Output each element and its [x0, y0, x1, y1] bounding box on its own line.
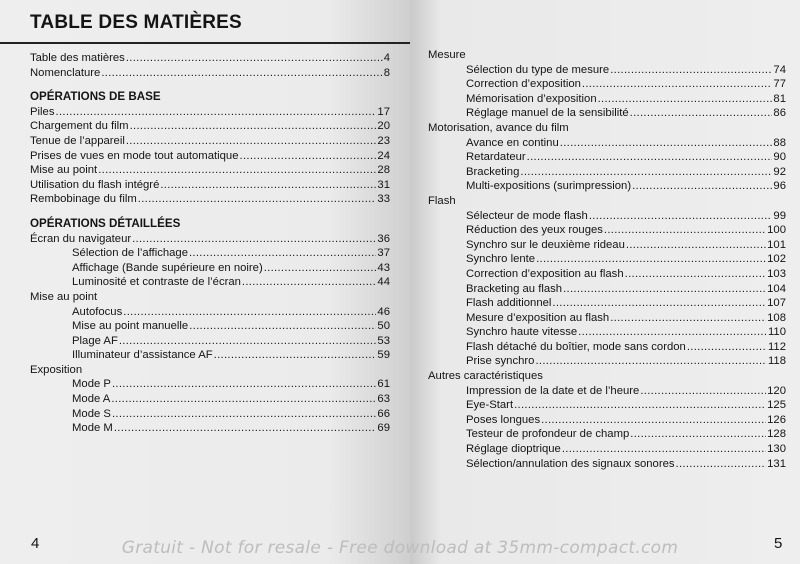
- toc-page-number: 28: [377, 164, 390, 177]
- toc-entry: [428, 296, 786, 311]
- toc-page-number: 31: [377, 178, 390, 191]
- toc-entry: [428, 311, 786, 326]
- toc-dot-leader: [552, 296, 766, 311]
- toc-dot-leader: [264, 261, 377, 276]
- toc-dot-leader: [610, 63, 772, 78]
- toc-entry: [428, 267, 786, 282]
- toc-entry-title: Testeur de profondeur de champ: [466, 428, 630, 441]
- toc-entry-title: Mise au point: [30, 290, 98, 303]
- toc-entry: [30, 51, 390, 66]
- toc-page-number: 74: [773, 63, 786, 76]
- toc-entry-title: Écran du navigateur: [30, 232, 132, 245]
- toc-list-left: [30, 51, 390, 436]
- toc-entry-title: Luminosité et contraste de l’écran: [72, 276, 241, 289]
- toc-dot-leader: [112, 377, 376, 392]
- toc-page-number: 50: [377, 320, 390, 333]
- toc-dot-leader: [630, 427, 766, 442]
- toc-dot-leader: [563, 282, 766, 297]
- toc-entry: [30, 305, 390, 320]
- toc-entry-title: Avance en continu: [466, 136, 559, 149]
- toc-page-number: 66: [377, 407, 390, 420]
- toc-page-number: 128: [767, 428, 786, 441]
- toc-dot-leader: [132, 232, 376, 247]
- toc-entry-title: Sélection du type de mesure: [466, 63, 610, 76]
- toc-entry: [428, 413, 786, 428]
- toc-page-number: 77: [773, 78, 786, 91]
- toc-entry: [428, 92, 786, 107]
- toc-entry-title: Mise au point manuelle: [72, 320, 189, 333]
- toc-dot-leader: [138, 192, 377, 207]
- toc-dot-leader: [625, 267, 767, 282]
- toc-entry: [30, 377, 390, 392]
- toc-entry: [30, 275, 390, 290]
- toc-dot-leader: [56, 105, 377, 120]
- toc-page-number: 4: [383, 52, 390, 64]
- toc-entry-title: Retardateur: [466, 151, 526, 164]
- toc-page-number: 110: [767, 326, 786, 339]
- toc-entry-title: Sélection de l’affichage: [72, 247, 188, 260]
- toc-dot-leader: [578, 325, 767, 340]
- toc-dot-leader: [687, 340, 767, 355]
- toc-dot-leader: [640, 384, 766, 399]
- toc-dot-leader: [189, 319, 376, 334]
- toc-page-number: 104: [767, 282, 786, 295]
- toc-entry: [428, 150, 786, 165]
- toc-entry-title: Flash: [428, 194, 456, 207]
- toc-dot-leader: [562, 442, 766, 457]
- toc-dot-leader: [598, 92, 773, 107]
- toc-entry-title: Synchro lente: [466, 253, 536, 266]
- toc-entry: [428, 252, 786, 267]
- toc-page-number: 112: [767, 340, 786, 353]
- toc-entry-title: Mode S: [72, 407, 111, 420]
- toc-dot-leader: [114, 421, 377, 436]
- toc-dot-leader: [214, 348, 377, 363]
- toc-dot-leader: [535, 354, 767, 369]
- toc-entry: [428, 282, 786, 297]
- toc-page-number: 36: [377, 232, 390, 245]
- toc-entry: [30, 149, 390, 164]
- toc-entry: [30, 407, 390, 422]
- toc-entry: [30, 246, 390, 261]
- toc-group-heading: [30, 290, 390, 305]
- toc-page-number: 23: [377, 134, 390, 147]
- right-page: [410, 0, 800, 564]
- toc-entry-title: Prise synchro: [466, 355, 535, 368]
- toc-dot-leader: [582, 77, 773, 92]
- toc-entry: [30, 421, 390, 436]
- toc-entry: [428, 136, 786, 151]
- toc-dot-leader: [126, 51, 383, 66]
- toc-entry-title: Sélection/annulation des signaux sonores: [466, 457, 675, 470]
- toc-dot-leader: [541, 413, 766, 428]
- toc-entry-title: Réduction des yeux rouges: [466, 224, 603, 237]
- toc-page-number: 33: [377, 193, 390, 206]
- toc-entry-title: Plage AF: [72, 334, 118, 347]
- toc-entry: [428, 77, 786, 92]
- toc-dot-leader: [560, 136, 773, 151]
- toc-entry: [30, 163, 390, 178]
- toc-page-number: 44: [377, 276, 390, 289]
- toc-section-heading: [30, 90, 390, 105]
- toc-entry-title: OPÉRATIONS DE BASE: [30, 90, 161, 104]
- toc-page-number: 24: [377, 149, 390, 162]
- toc-entry: [428, 384, 786, 399]
- toc-entry-title: Mesure d’exposition au flash: [466, 311, 610, 324]
- toc-entry-title: Mode A: [72, 393, 111, 406]
- toc-entry: [30, 66, 390, 81]
- toc-dot-leader: [123, 305, 376, 320]
- toc-entry: [30, 192, 390, 207]
- toc-entry-title: Motorisation, avance du film: [428, 121, 569, 134]
- toc-entry-title: Table des matières: [30, 52, 125, 64]
- toc-entry-title: Flash détaché du boîtier, mode sans cordon: [466, 340, 686, 353]
- toc-section-heading: [30, 217, 390, 232]
- toc-page-number: 108: [767, 311, 786, 324]
- toc-dot-leader: [112, 407, 376, 422]
- page-title: TABLE DES MATIÈRES: [30, 12, 242, 33]
- toc-page-number: 20: [377, 120, 390, 133]
- toc-entry-title: Prises de vues en mode tout automatique: [30, 149, 239, 162]
- toc-page-number: 86: [773, 107, 786, 120]
- toc-group-heading: [428, 121, 786, 136]
- toc-entry-title: Autres caractéristiques: [428, 370, 543, 383]
- toc-group-heading: [428, 369, 786, 384]
- toc-entry: [30, 119, 390, 134]
- toc-entry: [428, 223, 786, 238]
- toc-dot-leader: [242, 275, 377, 290]
- toc-entry-title: OPÉRATIONS DÉTAILLÉES: [30, 216, 181, 230]
- toc-entry: [428, 354, 786, 369]
- toc-entry: [428, 427, 786, 442]
- toc-entry-title: Synchro haute vitesse: [466, 326, 578, 339]
- toc-page-number: 99: [773, 209, 786, 222]
- toc-dot-leader: [126, 134, 377, 149]
- toc-entry: [428, 165, 786, 180]
- page-number-right: 5: [774, 535, 783, 552]
- toc-page-number: 92: [773, 165, 786, 178]
- toc-entry-title: Multi-expositions (surimpression): [466, 180, 632, 193]
- toc-entry: [428, 325, 786, 340]
- toc-dot-leader: [527, 150, 773, 165]
- toc-entry-title: Affichage (Bande supérieure en noire): [72, 261, 263, 274]
- toc-dot-leader: [536, 252, 766, 267]
- toc-entry-title: Rembobinage du film: [30, 193, 137, 206]
- toc-dot-leader: [632, 179, 772, 194]
- toc-dot-leader: [604, 223, 766, 238]
- toc-entry-title: Sélecteur de mode flash: [466, 209, 588, 222]
- toc-page-number: 100: [767, 224, 786, 237]
- toc-entry: [30, 232, 390, 247]
- toc-entry-title: Bracketing: [466, 165, 520, 178]
- toc-entry: [428, 106, 786, 121]
- toc-spacer: [30, 80, 390, 90]
- toc-entry: [30, 134, 390, 149]
- toc-entry-title: Mode M: [72, 422, 113, 435]
- toc-entry: [428, 457, 786, 472]
- toc-dot-leader: [610, 311, 766, 326]
- toc-entry-title: Synchro sur le deuxième rideau: [466, 238, 625, 251]
- toc-dot-leader: [160, 178, 376, 193]
- toc-dot-leader: [514, 398, 766, 413]
- toc-dot-leader: [626, 238, 766, 253]
- toc-page-number: 81: [773, 92, 786, 105]
- toc-page-number: 126: [767, 413, 786, 426]
- toc-entry: [30, 319, 390, 334]
- toc-entry-title: Correction d’exposition: [466, 78, 581, 91]
- toc-page-number: 125: [767, 399, 786, 412]
- toc-dot-leader: [589, 209, 773, 224]
- toc-page-number: 37: [377, 247, 390, 260]
- toc-entry: [30, 261, 390, 276]
- toc-entry: [428, 238, 786, 253]
- toc-dot-leader: [130, 119, 377, 134]
- toc-entry-title: Flash additionnel: [466, 297, 552, 310]
- toc-group-heading: [428, 48, 786, 63]
- toc-entry-title: Exposition: [30, 363, 83, 376]
- toc-group-heading: [428, 194, 786, 209]
- toc-entry-title: Poses longues: [466, 413, 541, 426]
- toc-page-number: 96: [773, 180, 786, 193]
- toc-entry-title: Mise au point: [30, 164, 98, 177]
- title-rule: [0, 42, 410, 44]
- toc-entry-title: Mesure: [428, 49, 466, 61]
- toc-page-number: 63: [377, 393, 390, 406]
- toc-entry-title: Réglage dioptrique: [466, 443, 561, 456]
- toc-entry-title: Mode P: [72, 378, 111, 391]
- toc-spacer: [30, 207, 390, 217]
- toc-group-heading: [30, 363, 390, 378]
- toc-list-right: [428, 48, 786, 471]
- toc-page-number: 103: [767, 267, 786, 280]
- toc-entry-title: Tenue de l’appareil: [30, 134, 125, 147]
- toc-entry: [428, 179, 786, 194]
- toc-entry: [30, 178, 390, 193]
- toc-page-number: 101: [767, 238, 786, 251]
- toc-entry: [428, 442, 786, 457]
- toc-entry: [30, 334, 390, 349]
- toc-dot-leader: [189, 246, 376, 261]
- toc-page-number: 17: [377, 105, 390, 118]
- toc-dot-leader: [240, 149, 377, 164]
- toc-dot-leader: [520, 165, 772, 180]
- toc-page-number: 43: [377, 261, 390, 274]
- toc-page-number: 90: [773, 151, 786, 164]
- toc-entry-title: Illuminateur d’assistance AF: [72, 349, 213, 362]
- toc-dot-leader: [676, 457, 767, 472]
- toc-entry-title: Chargement du film: [30, 120, 129, 133]
- toc-entry-title: Utilisation du flash intégré: [30, 178, 160, 191]
- toc-page-number: 120: [767, 384, 786, 397]
- toc-entry: [30, 348, 390, 363]
- toc-page-number: 88: [773, 136, 786, 149]
- toc-dot-leader: [119, 334, 377, 349]
- toc-dot-leader: [101, 66, 382, 81]
- toc-page-number: 102: [767, 253, 786, 266]
- toc-entry-title: Mémorisation d’exposition: [466, 92, 597, 105]
- toc-page-number: 46: [377, 305, 390, 318]
- toc-entry-title: Nomenclature: [30, 66, 101, 79]
- toc-entry-title: Eye-Start: [466, 399, 514, 412]
- toc-entry-title: Bracketing au flash: [466, 282, 563, 295]
- toc-dot-leader: [98, 163, 376, 178]
- toc-page-number: 107: [767, 297, 786, 310]
- toc-page-number: 8: [383, 66, 390, 79]
- toc-page-number: 61: [377, 378, 390, 391]
- toc-page-number: 131: [767, 457, 786, 470]
- toc-entry-title: Autofocus: [72, 305, 123, 318]
- toc-page-number: 69: [377, 422, 390, 435]
- toc-page-number: 118: [767, 355, 786, 368]
- toc-page-number: 59: [377, 349, 390, 362]
- toc-page-number: 53: [377, 334, 390, 347]
- toc-entry: [30, 392, 390, 407]
- toc-entry: [428, 340, 786, 355]
- toc-entry: [30, 105, 390, 120]
- toc-dot-leader: [111, 392, 376, 407]
- toc-entry: [428, 63, 786, 78]
- page-number-left: 4: [31, 535, 40, 552]
- watermark-footer: Gratuit - Not for resale - Free download at 35mm-compact.com: [121, 538, 679, 558]
- toc-entry-title: Impression de la date et de l’heure: [466, 384, 640, 397]
- toc-entry-title: Correction d’exposition au flash: [466, 267, 624, 280]
- toc-dot-leader: [630, 106, 773, 121]
- toc-entry-title: Piles: [30, 105, 55, 118]
- toc-entry: [428, 209, 786, 224]
- toc-entry-title: Réglage manuel de la sensibilité: [466, 107, 629, 120]
- toc-page-number: 130: [767, 443, 786, 456]
- toc-entry: [428, 398, 786, 413]
